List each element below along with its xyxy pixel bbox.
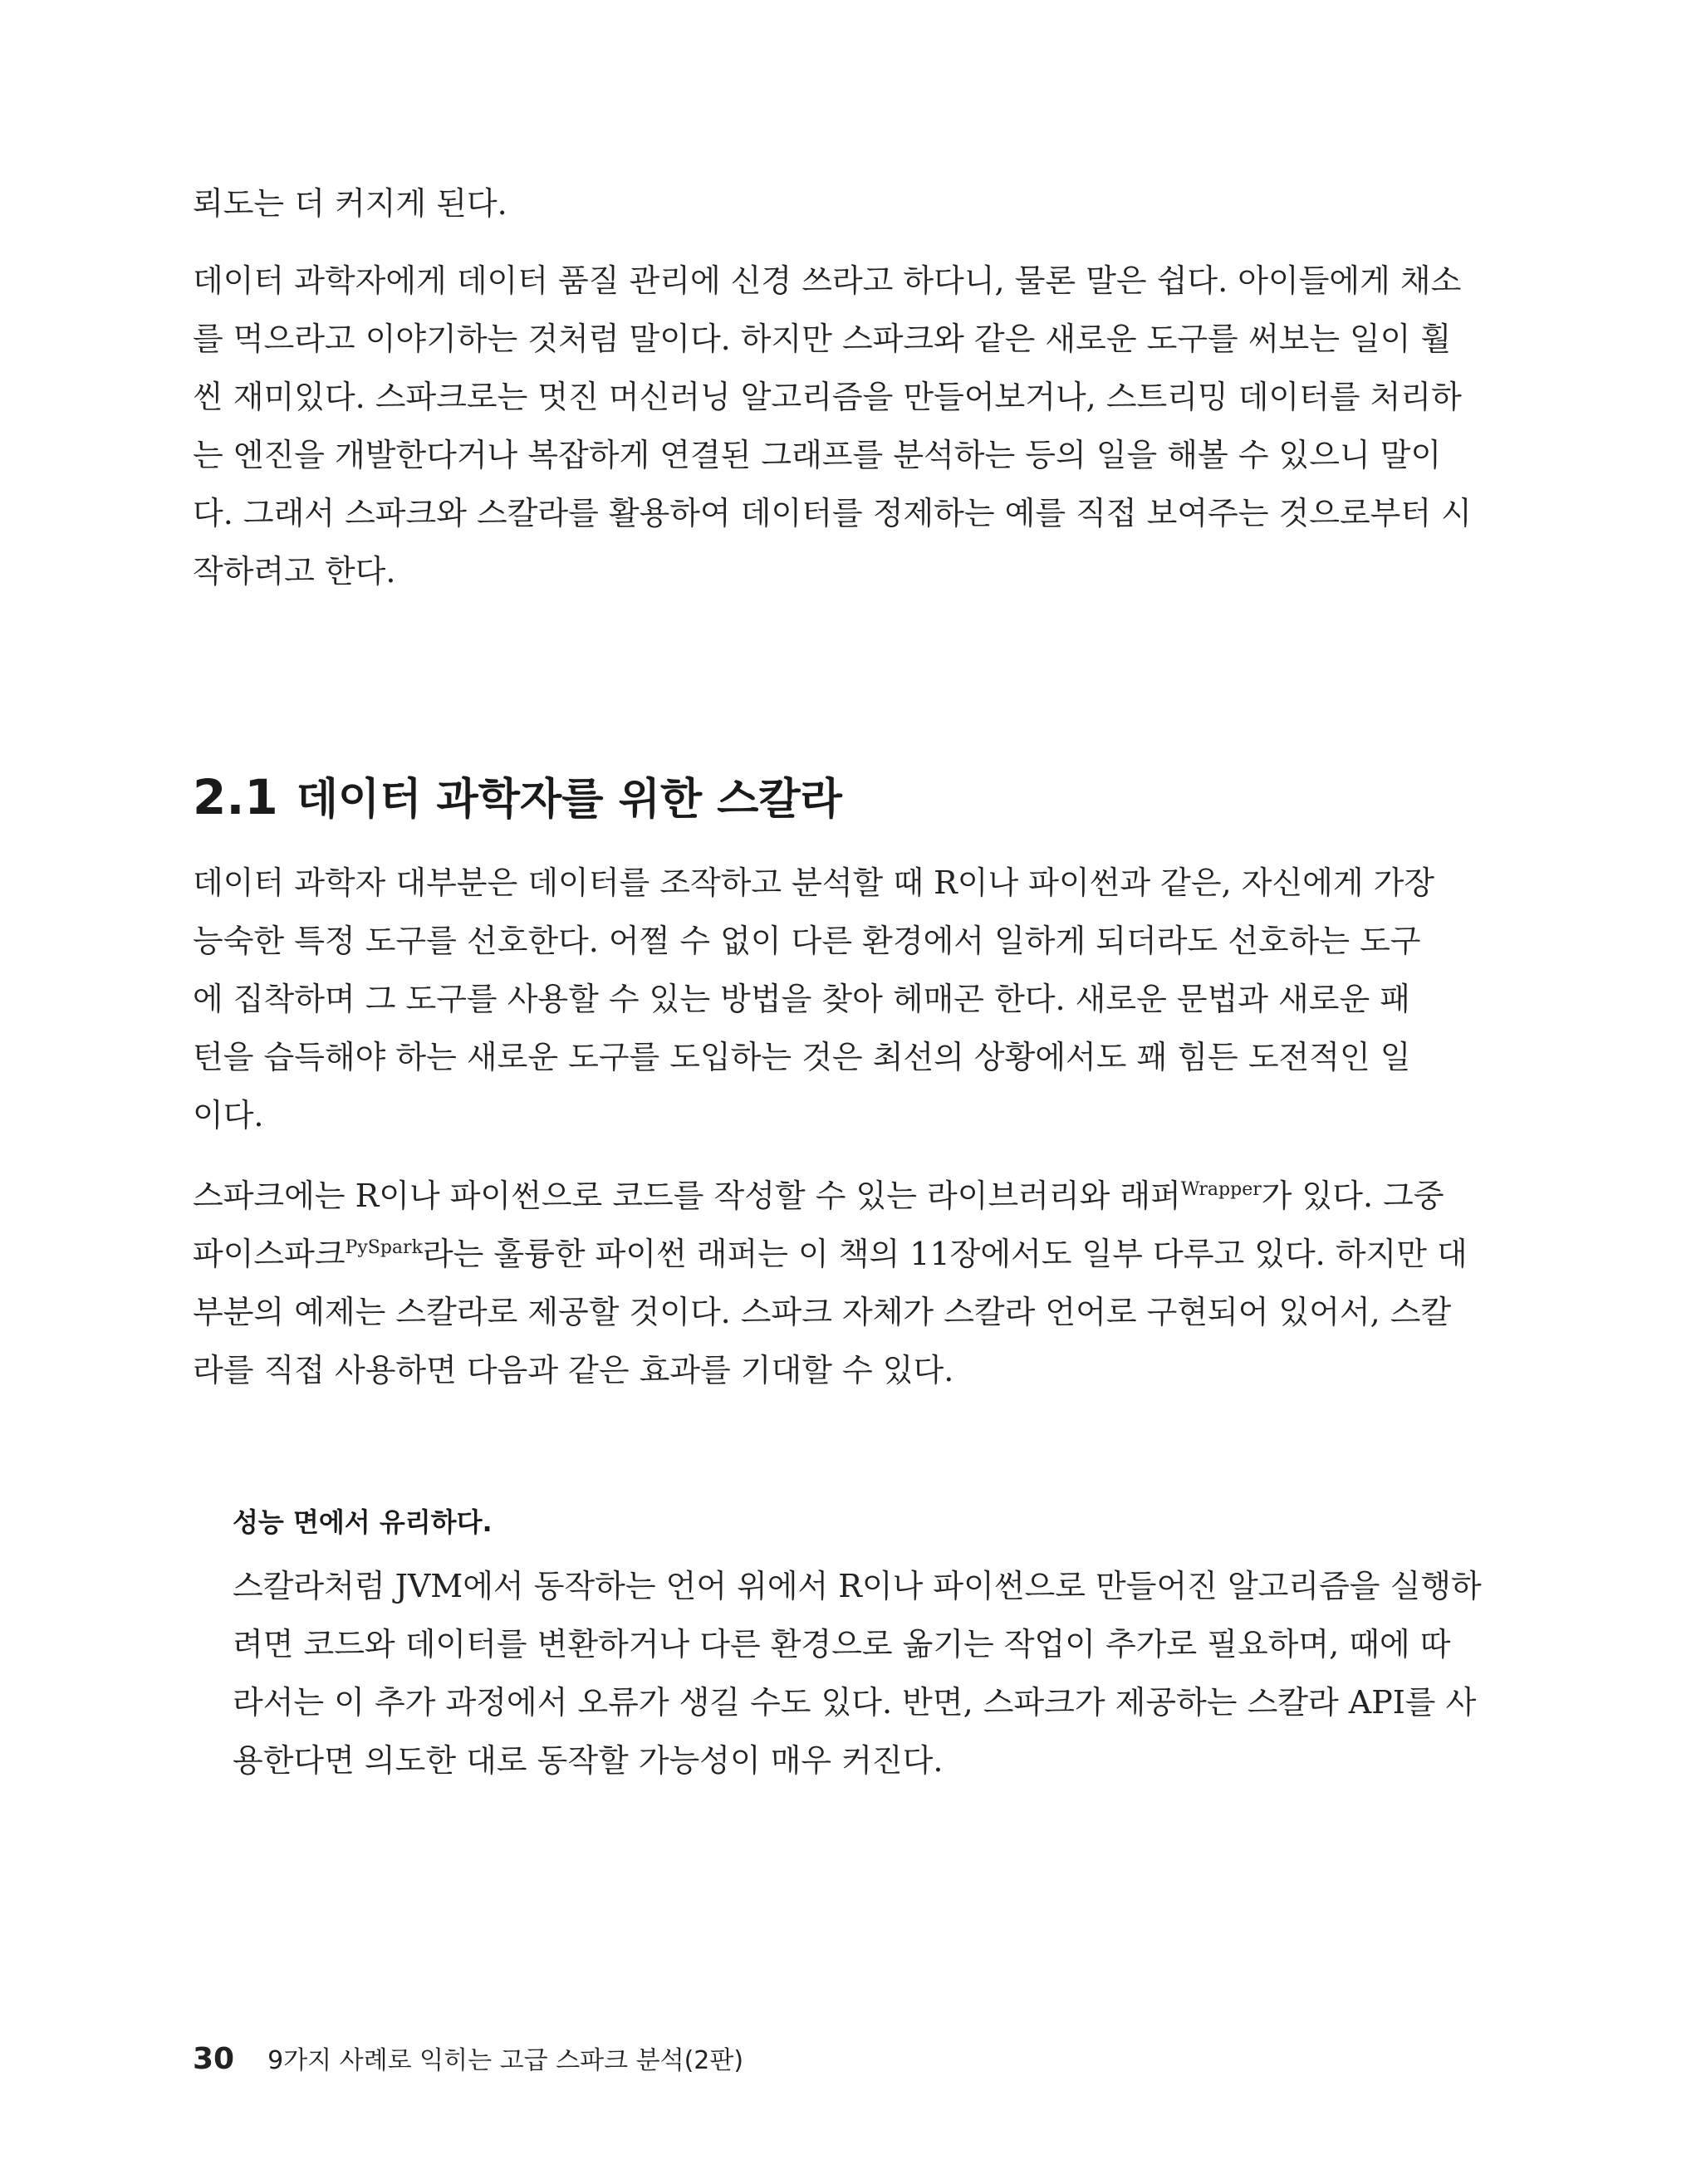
section-p1-line-4: 턴을 습득해야 하는 새로운 도구를 도입하는 것은 최선의 상황에서도 꽤 힘든 도전적인 일 (193, 1039, 1411, 1075)
intro-line-3: 를 먹으라고 이야기하는 것처럼 말이다. 하지만 스파크와 같은 새로운 도구를 써보는 일이 훨 (193, 321, 1452, 357)
section-heading (193, 760, 842, 835)
section-p2-line-1-tail: 가 있다. 그중 (1261, 1178, 1444, 1214)
intro-line-4: 씬 재미있다. 스파크로는 멋진 머신러닝 알고리즘을 만들어보거나, 스트리밍 데이터를 처리하 (193, 379, 1462, 415)
subsection-line-4: 용한다면 의도한 대로 동작할 가능성이 매우 커진다. (233, 1742, 944, 1779)
intro-line-6: 다. 그래서 스파크와 스칼라를 활용하여 데이터를 정제하는 예를 직접 보여주는 것으로부터 시 (193, 495, 1472, 531)
section-p2-line-2-text: 파이스파크 (193, 1236, 346, 1272)
section-p2-line-3: 부분의 예제는 스칼라로 제공할 것이다. 스파크 자체가 스칼라 언어로 구현되어 있어서, 스칼 (193, 1294, 1452, 1330)
intro-line-2: 데이터 과학자에게 데이터 품질 관리에 신경 쓰라고 하다니, 물론 말은 쉽다. 아이들에게 채소 (193, 262, 1462, 299)
subsection-line-2: 려면 코드와 데이터를 변환하거나 다른 환경으로 옮기는 작업이 추가로 필요하며, 때에 따 (233, 1626, 1451, 1662)
page-footer (193, 2039, 743, 2080)
intro-line-1: 뢰도는 더 커지게 된다. (193, 185, 507, 222)
section-p1-line-2: 능숙한 특정 도구를 선호한다. 어쩔 수 없이 다른 환경에서 일하게 되더라도 선호하는 도구 (193, 923, 1421, 959)
book-title: 9가지 사례로 익히는 고급 스파크 분석(2판) (267, 2046, 744, 2075)
section-p1-line-3: 에 집착하며 그 도구를 사용할 수 있는 방법을 찾아 헤매곤 한다. 새로운 문법과 새로운 패 (193, 981, 1410, 1017)
subsection-line-1: 스칼라처럼 JVM에서 동작하는 언어 위에서 R이나 파이썬으로 만들어진 알고리즘을 실행하 (233, 1568, 1482, 1604)
section-number: 2.1 (193, 769, 278, 825)
section-p1-line-1: 데이터 과학자 대부분은 데이터를 조작하고 분석할 때 R이나 파이썬과 같은, 자신에게 가장 (193, 864, 1435, 901)
section-p1-line-5: 이다. (193, 1097, 264, 1134)
footnote-term-wrapper: Wrapper (1180, 1179, 1262, 1200)
section-p2-line-1-text: 스파크에는 R이나 파이썬으로 코드를 작성할 수 있는 라이브러리와 래퍼 (193, 1178, 1181, 1214)
intro-line-5: 는 엔진을 개발한다거나 복잡하게 연결된 그래프를 분석하는 등의 일을 해볼 수 있으니 말이 (193, 437, 1442, 473)
page-number: 30 (193, 2042, 235, 2076)
subsection-heading: 성능 면에서 유리하다. (233, 1506, 493, 1538)
section-title-text: 데이터 과학자를 위한 스칼라 (296, 775, 842, 825)
section-p2-line-2 (193, 1221, 1468, 1287)
section-p2-line-4: 라를 직접 사용하면 다음과 같은 효과를 기대할 수 있다. (193, 1352, 954, 1388)
footnote-term-pyspark: PySpark (345, 1237, 423, 1258)
subsection-line-3: 라서는 이 추가 과정에서 오류가 생길 수도 있다. 반면, 스파크가 제공하는 스칼라 API를 사 (233, 1684, 1477, 1721)
section-p2-line-1 (193, 1163, 1444, 1229)
section-p2-line-2-tail: 라는 훌륭한 파이썬 래퍼는 이 책의 11장에서도 일부 다루고 있다. 하지만 대 (422, 1236, 1468, 1272)
intro-line-7: 작하려고 한다. (193, 553, 396, 590)
